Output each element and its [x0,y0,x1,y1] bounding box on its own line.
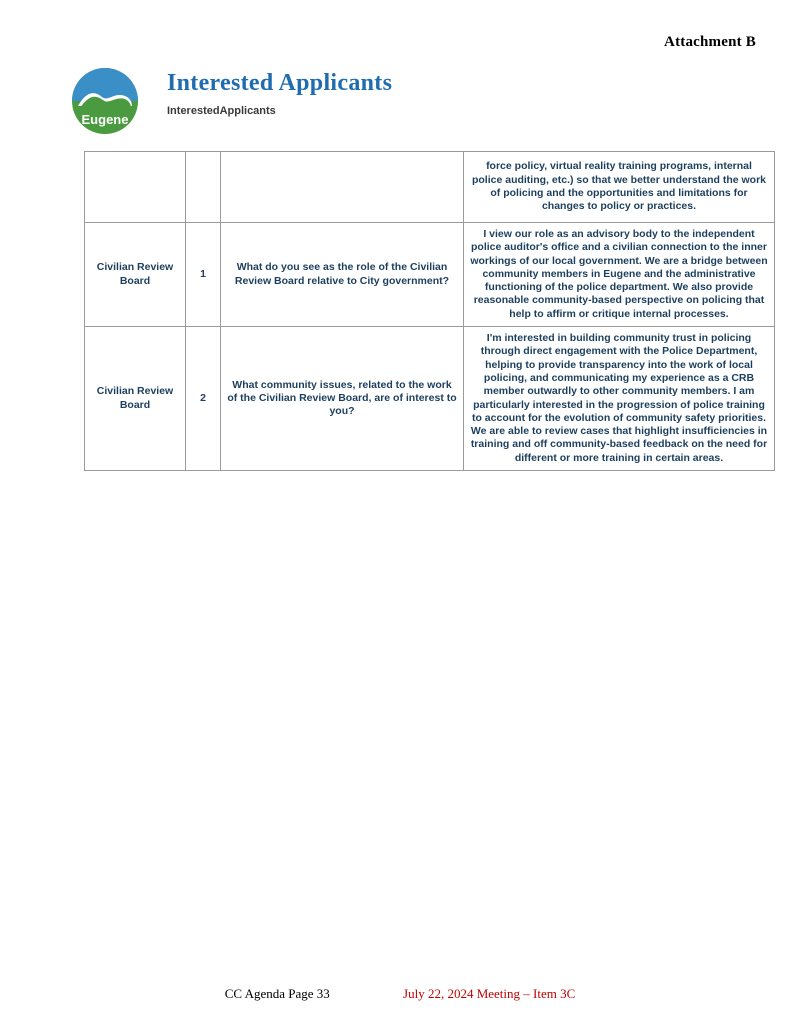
cell-question [221,152,464,223]
eugene-city-logo-icon [70,66,140,136]
document-header [70,66,730,128]
table-row [85,223,775,327]
applicants-table [84,151,775,471]
svg-text:Eugene: Eugene [81,112,129,127]
footer-page-label: CC Agenda Page 33 [224,986,330,1001]
attachment-label: Attachment B [664,34,756,50]
table-row [85,152,775,223]
cell-number [186,152,221,223]
page-subtitle: InterestedApplicants [167,105,276,117]
cell-number: 1 [186,223,221,327]
cell-board: Civilian Review Board [85,223,186,327]
cell-answer: force policy, virtual reality training programs, internal police auditing, etc.) so that we better understand the work of policing and the opportunities and limitations for changes to policy or practices. [464,152,775,223]
page-footer [0,986,800,1002]
cell-answer: I view our role as an advisory body to the independent police auditor's office and a civilian connection to the inner workings of our local government. We are a bridge between community members in Eugene and the administrative functioning of the police department. We also provide reasonable community-based perspective on policing that help to affirm or critique internal processes. [464,223,775,327]
cell-answer: I'm interested in building community trust in policing through direct engagement with the Police Department, helping to provide transparency into the work of local policing, and communicating my experience as a CRB member outwardly to other community members. I am particularly interested in the progression of police training to account for the evolution of community safety priorities. We are able to review cases that highlight insufficiencies in training and off community-based feedback on the need for different or more training in certain areas. [464,327,775,471]
table-row [85,327,775,471]
cell-board [85,152,186,223]
cell-question: What do you see as the role of the Civilian Review Board relative to City government? [221,223,464,327]
cell-number: 2 [186,327,221,471]
applicants-table-wrapper [84,151,768,471]
footer-meeting-label: July 22, 2024 Meeting – Item 3C [403,986,576,1001]
cell-board: Civilian Review Board [85,327,186,471]
cell-question: What community issues, related to the work of the Civilian Review Board, are of interest to you? [221,327,464,471]
page-title: Interested Applicants [167,70,393,96]
